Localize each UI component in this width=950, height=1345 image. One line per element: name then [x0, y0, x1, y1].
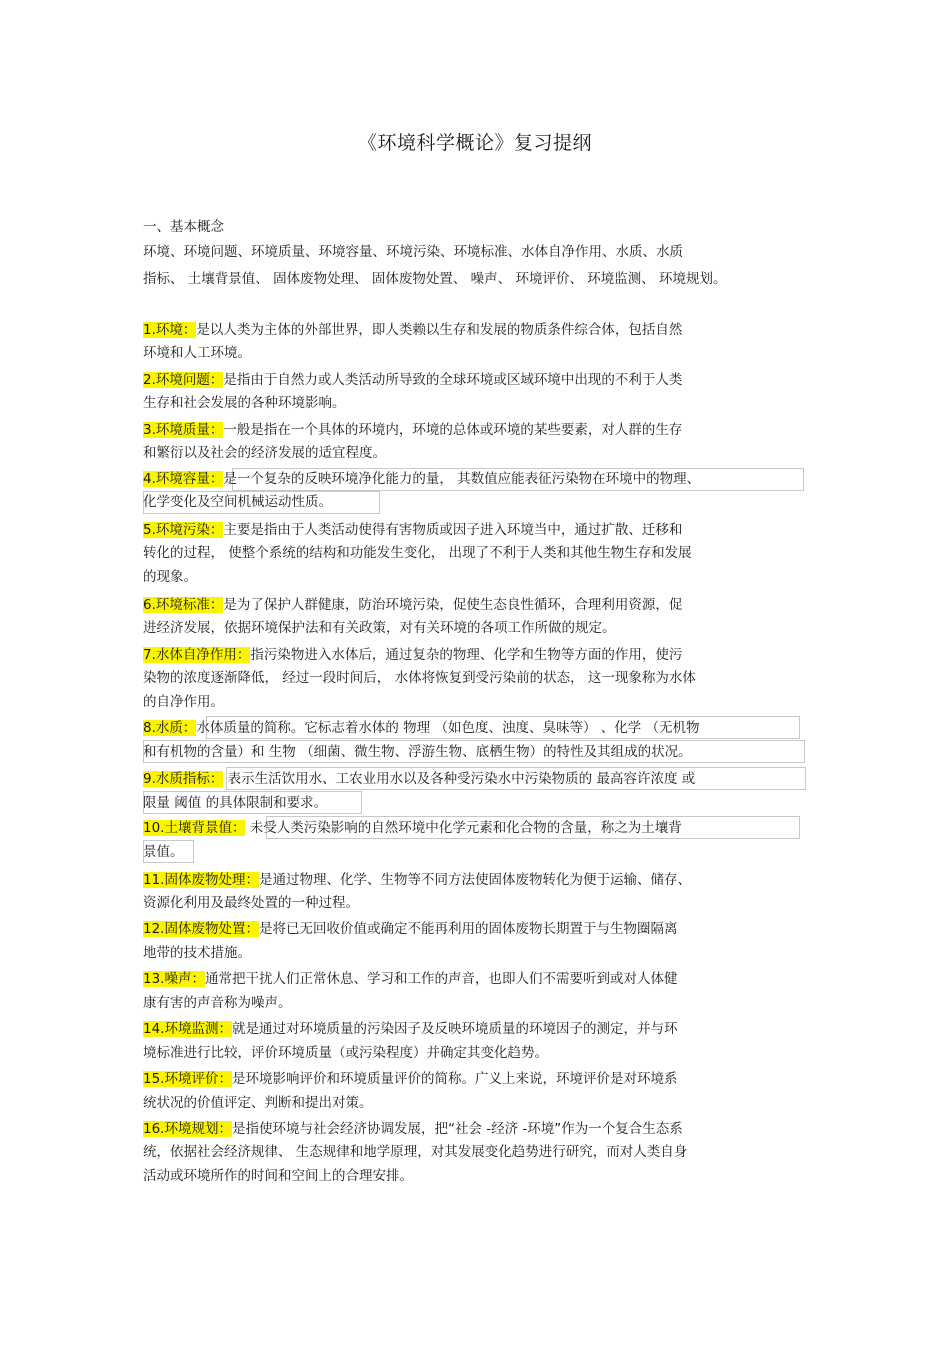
definition-line: 是通过物理、化学、生物等不同方法使固体废物转化为便于运输、储存、: [258, 872, 691, 888]
definition-line: 地带的技术措施。: [143, 945, 251, 961]
section-heading: 一、基本概念: [143, 219, 224, 235]
definition-line: 境标准进行比较，评价环境质量（或污染程度）并确定其变化趋势。: [143, 1045, 548, 1061]
term-self-purification: 7.水体自净作用：: [143, 647, 251, 663]
definition-line: 水体质量的简称。它标志着水体的 物理 （如色度、浊度、臭味等） 、化学 （无机物: [196, 720, 700, 736]
definition-line: 环境和人工环境。: [143, 345, 251, 361]
term-environmental-standard: 6.环境标准：: [143, 597, 224, 613]
definition-line: 康有害的声音称为噪声。: [143, 995, 292, 1011]
definition-line: 指污染物进入水体后，通过复杂的物理、化学和生物等方面的作用，使污: [250, 647, 683, 663]
definition-line: 一般是指在一个具体的环境内，环境的总体或环境的某些要素，对人群的生存: [223, 422, 683, 438]
concept-list-line-2: 指标、 土壤背景值、 固体废物处理、 固体废物处置、 噪声、 环境评价、 环境监测、 环境规划。: [143, 271, 727, 287]
term-water-quality-index: 9.水质指标：: [143, 771, 224, 787]
definition-line: 是指由于自然力或人类活动所导致的全球环境或区域环境中出现的不利于人类: [223, 372, 683, 388]
term-noise: 13.噪声：: [143, 971, 205, 987]
definition-line: 进经济发展，依据环境保护法和有关政策，对有关环境的各项工作所做的规定。: [143, 620, 616, 636]
term-environment: 1.环境：: [143, 322, 197, 338]
definition-line: 是以人类为主体的外部世界，即人类赖以生存和发展的物质条件综合体，包括自然: [196, 322, 683, 338]
definition-line: 活动或环境所作的时间和空间上的合理安排。: [143, 1168, 413, 1184]
term-environmental-pollution: 5.环境污染：: [143, 522, 224, 538]
definition-line: 未受人类污染影响的自然环境中化学元素和化合物的含量，称之为土壤背: [245, 820, 682, 836]
definition-line: 资源化利用及最终处置的一种过程。: [143, 895, 359, 911]
definition-line: 景值。: [143, 844, 184, 860]
definition-line: 是环境影响评价和环境质量评价的简称。广义上来说，环境评价是对环境系: [231, 1071, 678, 1087]
term-water-quality: 8.水质：: [143, 720, 197, 736]
definition-line: 是为了保护人群健康，防治环境污染，促使生态良性循环，合理利用资源，促: [223, 597, 683, 613]
term-environmental-problem: 2.环境问题：: [143, 372, 224, 388]
definition-line: 限量 阈值 的具体限制和要求。: [143, 795, 328, 811]
definition-line: 统状况的价值评定、判断和提出对策。: [143, 1095, 373, 1111]
term-environmental-capacity: 4.环境容量：: [143, 471, 224, 487]
definition-line: 是指使环境与社会经济协调发展，把“社会 -经济 -环境”作为一个复合生态系: [231, 1121, 683, 1137]
document-title: 《环境科学概论》复习提纲: [357, 132, 592, 154]
concept-list-line-1: 环境、环境问题、环境质量、环境容量、环境污染、环境标准、水体自净作用、水质、水质: [143, 244, 683, 260]
definition-line: 转化的过程， 使整个系统的结构和功能发生变化， 出现了不利于人类和其他生物生存和发展: [143, 545, 692, 561]
term-environmental-assessment: 15.环境评价：: [143, 1071, 232, 1087]
definition-line: 和有机物的含量）和 生物 （细菌、微生物、浮游生物、底栖生物）的特性及其组成的状况。: [143, 744, 692, 760]
definition-line: 的自净作用。: [143, 694, 224, 710]
definition-line: 生存和社会发展的各种环境影响。: [143, 395, 346, 411]
term-soil-background-value: 10.土壤背景值：: [143, 820, 246, 836]
definition-line: 通常把干扰人们正常休息、学习和工作的声音，也即人们不需要听到或对人体健: [204, 971, 678, 987]
definition-line: 染物的浓度逐渐降低， 经过一段时间后， 水体将恢复到受污染前的状态， 这一现象称为水体: [143, 670, 696, 686]
definition-line: 化学变化及空间机械运动性质。: [143, 494, 332, 510]
term-solid-waste-treatment: 11.固体废物处理：: [143, 872, 259, 888]
definition-line: 统，依据社会经济规律、 生态规律和地学原理，对其发展变化趋势进行研究，而对人类自身: [143, 1144, 688, 1160]
term-environmental-quality: 3.环境质量：: [143, 422, 224, 438]
definition-line: 是一个复杂的反映环境净化能力的量， 其数值应能表征污染物在环境中的物理、: [223, 471, 701, 487]
term-environmental-monitoring: 14.环境监测：: [143, 1021, 232, 1037]
definition-line: 的现象。: [143, 569, 197, 585]
term-solid-waste-disposal: 12.固体废物处置：: [143, 921, 259, 937]
definition-line: 主要是指由于人类活动使得有害物质或因子进入环境当中，通过扩散、迁移和: [223, 522, 683, 538]
definition-line: 和繁衍以及社会的经济发展的适宜程度。: [143, 445, 386, 461]
definition-line: 是将已无回收价值或确定不能再利用的固体废物长期置于与生物圈隔离: [258, 921, 678, 937]
definition-line: 表示生活饮用水、工农业用水以及各种受污染水中污染物质的 最高容许浓度 或: [223, 771, 696, 787]
term-environmental-planning: 16.环境规划：: [143, 1121, 232, 1137]
definition-line: 就是通过对环境质量的污染因子及反映环境质量的环境因子的测定，并与环: [231, 1021, 678, 1037]
